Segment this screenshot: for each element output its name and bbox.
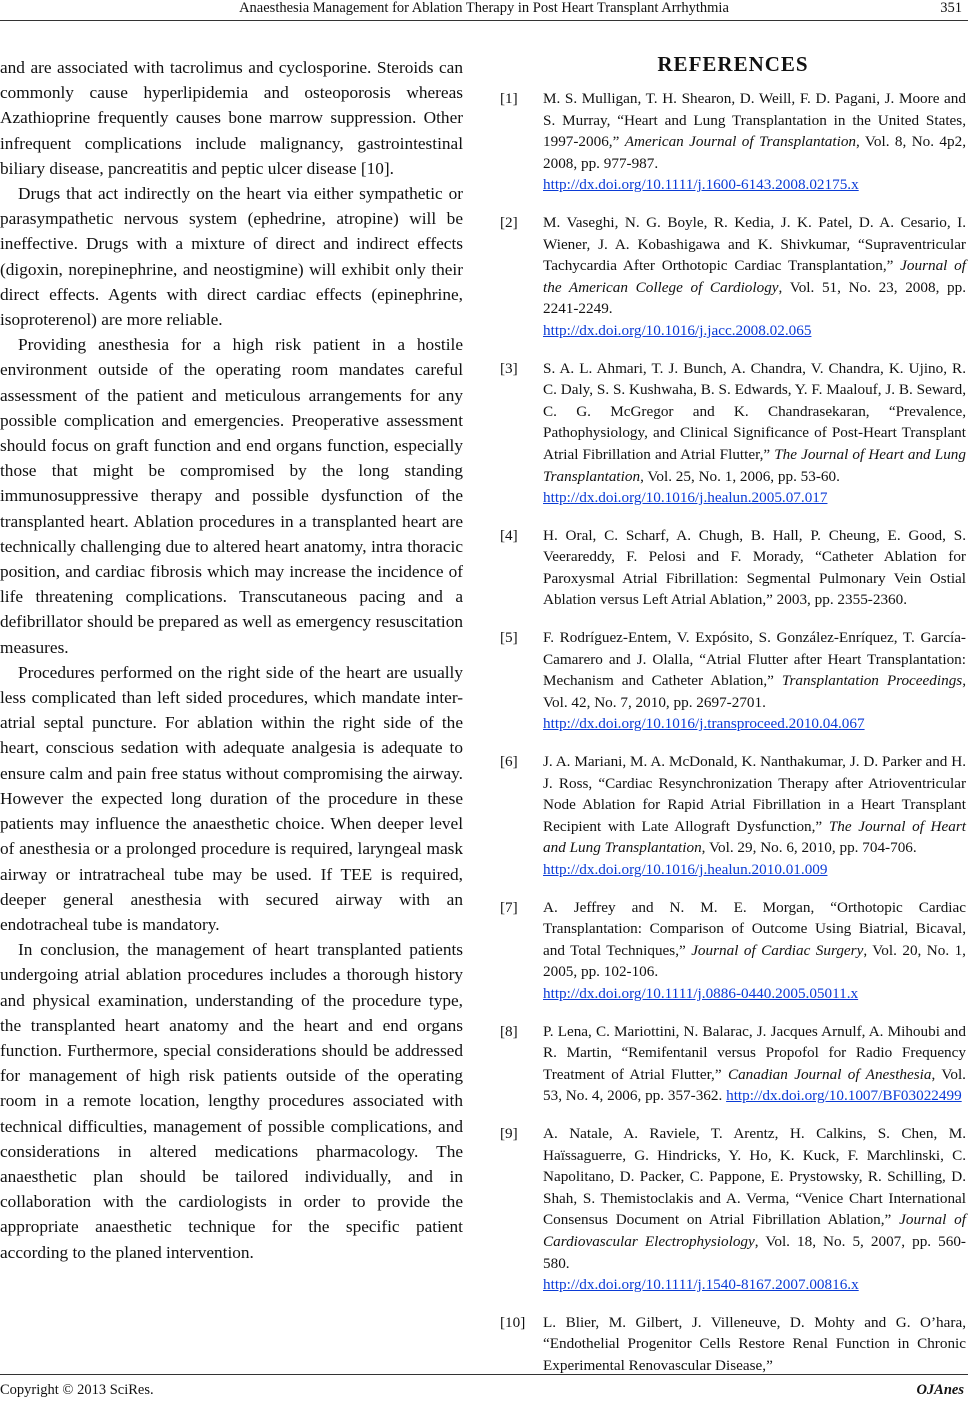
doi-link[interactable]: http://dx.doi.org/10.1007/BF03022499: [726, 1087, 962, 1105]
reference-body: [543, 1023, 966, 1105]
reference-item: [500, 212, 966, 342]
running-header: [0, 0, 968, 32]
doi-link[interactable]: http://dx.doi.org/10.1111/j.1600-6143.2008.02175.x: [543, 176, 859, 194]
reference-body: [543, 214, 966, 339]
body-paragraph: and are associated with tacrolimus and cyclosporine. Steroids can commonly cause hyperlipidemia and osteoporosis whereas Azathioprine frequently causes bone marrow suppression. Other infrequent complications include malignancy, gastrointestinal biliary disease, pancreatitis and peptic ulcer disease [10].: [0, 58, 463, 178]
reference-body: [543, 360, 966, 507]
reference-details: , Vol. 53, No. 4, 2006, pp. 357-362.: [543, 1065, 966, 1105]
reference-citation: M. Vaseghi, N. G. Boyle, R. Kedia, J. K. Patel, D. A. Cesario, I. Wiener, J. A. Kobashigawa and K. Shivkumar, “Supraventricular Tachycardia After Orthotopic Cardiac Transplantation,”: [543, 213, 966, 275]
reference-item: [500, 1021, 966, 1107]
body-text-column: [0, 55, 463, 1265]
reference-details: , Vol. 18, No. 5, 2007, pp. 560-580.: [543, 1232, 966, 1272]
reference-item: [500, 627, 966, 735]
reference-list: [500, 88, 966, 1376]
reference-details: , Vol. 51, No. 23, 2008, pp. 2241-2249.: [543, 278, 966, 318]
copyright-notice: Copyright © 2013 SciRes.: [0, 1382, 154, 1398]
reference-number: [8]: [500, 1022, 518, 1040]
footer-rule: [0, 1374, 968, 1375]
reference-number: [10]: [500, 1313, 526, 1331]
reference-body: [543, 1314, 966, 1374]
reference-citation: F. Rodríguez-Entem, V. Expósito, S. González-Enríquez, T. García-Camarero and J. Olalla, “Atrial Flutter after Heart Transplantation: Mechanism and Catheter Ablation,”: [543, 629, 966, 690]
reference-citation: A. Jeffrey and N. M. E. Morgan, “Orthotopic Cardiac Transplantation: Comparison of Outcome Using Biatrial, Bicaval, and Total Techniques,”: [543, 898, 966, 959]
reference-number: [7]: [500, 898, 518, 916]
reference-number: [2]: [500, 213, 518, 231]
reference-number: [1]: [500, 90, 518, 107]
reference-body: [543, 90, 966, 193]
references-column: [500, 50, 966, 1392]
reference-journal: Transplantation Proceedings: [781, 672, 963, 690]
reference-journal: The Journal of Heart and Lung Transplantation: [543, 817, 966, 857]
reference-details: , Vol. 8, No. 4p2, 2008, pp. 977-987.: [543, 133, 966, 172]
reference-number: [9]: [500, 1124, 518, 1142]
reference-journal: American Journal of Transplantation: [624, 133, 857, 151]
running-title: Anaesthesia Management for Ablation Therapy in Post Heart Transplant Arrhythmia: [239, 0, 729, 16]
reference-number: [3]: [500, 359, 518, 377]
body-paragraph: Procedures performed on the right side of the heart are usually less complicated than left sided procedures, which mandate inter-atrial septal puncture. For ablation within the right side of the heart, conscious sedation with adequate analgesia is adequate to ensure calm and pain free status without compromising the airway. However the expected long duration of the procedure in these patients may influence the anaesthetic choice. When deeper level of anesthesia or a prolonged procedure is required, laryngeal mask airway or intratracheal tube may be used. If TEE is required, deeper general anesthesia with secured airway with an endotracheal tube is mandatory.: [0, 662, 463, 934]
reference-details: , Vol. 29, No. 6, 2010, pp. 704-706.: [701, 839, 917, 857]
reference-citation: S. A. L. Ahmari, T. J. Bunch, A. Chandra, V. Chandra, K. Ujino, R. C. Daly, S. S. Kushwaha, B. S. Edwards, Y. F. Maalouf, J. B. Seward, C. G. McGregor and K. Chandrasekaran, “Prevalence, Pathophysiology, and Clinical Significance of Post-Heart Transplant Atrial Fibrillation and Atrial Flutter,”: [543, 359, 966, 463]
doi-link[interactable]: http://dx.doi.org/10.1111/j.0886-0440.2005.05011.x: [543, 984, 859, 1002]
reference-citation: H. Oral, C. Scharf, A. Chugh, B. Hall, P. Cheung, E. Good, S. Veerareddy, F. Pelosi and F. Morady, “Catheter Ablation for Paroxysmal Atrial Fibrillation: Segmental Pulmonary Vein Ostial Ablation versus Left Atrial Ablation,” 2003, pp. 2355-2360.: [543, 526, 966, 609]
reference-journal: Journal of Cardiac Surgery: [691, 941, 864, 959]
body-paragraph: Providing anesthesia for a high risk patient in a hostile environment outside of the operating room mandates careful assessment of the patient and meticulous arrangements for any possible complication and emergencies. Preoperative assessment should focus on graft function and end organs function, especially those that might be compromised by the long standing immunosuppressive therapy and possible dysfunction of the transplanted heart. Ablation procedures in a transplanted heart are technically challenging due to altered heart anatomy, intra thoracic position, and cardiac fibrosis which may increase the incidence of life threatening complications. Transcutaneous pacing and a defibrillator should be prepared as well as emergency resuscitation measures.: [0, 335, 463, 657]
reference-details: , Vol. 25, No. 1, 2006, pp. 53-60.: [640, 467, 840, 485]
body-paragraph: In conclusion, the management of heart transplanted patients undergoing atrial ablation procedures includes a thorough history and physical examination, understanding of the procedure type, the transplanted heart anatomy and the heart and end organs function. Furthermore, special considerations should be addressed for management of high risk patients outside of the operating room in a remote location, lengthy procedures associated with technical difficulties, management of possible complications, and considerations in altered medications pharmacology. The anaesthetic plan should be tailored individually, and in collaboration with the cardiologists in order to provide the appropriate anaesthetic technique for the specific patient according to the planed intervention.: [0, 940, 463, 1262]
reference-journal: Journal of Cardiovascular Electrophysiology: [543, 1211, 966, 1250]
reference-number: [6]: [500, 753, 518, 771]
reference-number: [4]: [500, 526, 518, 544]
reference-citation: A. Natale, A. Raviele, T. Arentz, H. Calkins, S. Chen, M. Haïssaguerre, G. Hindricks, Y. Ho, K. Kuck, F. Marchlinski, C. Napolitano, D. Packer, C. Pappone, E. Prystowsky, R. Schilling, D. Shah, S. Themistoclakis and A. Verma, “Venice Chart International Consensus Document on Atrial Fibrillation Ablation,”: [543, 1124, 966, 1229]
reference-body: [543, 1125, 966, 1293]
body-paragraph: Drugs that act indirectly on the heart via either sympathetic or parasympathetic nervous system (ephedrine, atropine) will be ineffective. Drugs with a mixture of direct and indirect effects (digoxin, norepinephrine, and neostigmine) will exhibit only their direct effects. Agents with direct cardiac effects (epinephrine, isoproterenol) are more reliable.: [0, 184, 463, 330]
reference-number: [5]: [500, 629, 518, 647]
journal-abbreviation: OJAnes: [916, 1382, 964, 1398]
reference-body: [543, 629, 966, 732]
reference-body: [543, 899, 966, 1002]
reference-item: [500, 88, 966, 196]
references-heading: REFERENCES: [657, 52, 809, 76]
reference-details: , Vol. 42, No. 7, 2010, pp. 2697-2701.: [543, 672, 966, 711]
reference-body: [543, 527, 966, 609]
reference-citation: P. Lena, C. Mariottini, N. Balarac, J. Jacques Arnulf, A. Mihoubi and R. Martin, “Remifentanil versus Propofol for Radio Frequency Treatment of Atrial Flutter,”: [543, 1022, 966, 1083]
reference-journal: Canadian Journal of Anesthesia: [727, 1065, 932, 1083]
doi-link[interactable]: http://dx.doi.org/10.1111/j.1540-8167.2007.00816.x: [543, 1276, 859, 1294]
reference-item: [500, 1312, 966, 1377]
doi-link[interactable]: http://dx.doi.org/10.1016/j.jacc.2008.02.065: [543, 321, 812, 339]
doi-link[interactable]: http://dx.doi.org/10.1016/j.healun.2005.07.017: [543, 489, 828, 507]
reference-citation: M. S. Mulligan, T. H. Shearon, D. Weill, F. D. Pagani, J. Moore and S. Murray, “Heart and Lung Transplantation in the United States, 1997-2006,”: [543, 90, 966, 151]
doi-link[interactable]: http://dx.doi.org/10.1016/j.transproceed.2010.04.067: [543, 715, 865, 733]
reference-item: [500, 358, 966, 509]
header-rule: [0, 20, 968, 21]
reference-body: [543, 753, 966, 878]
reference-item: [500, 751, 966, 881]
reference-item: [500, 897, 966, 1005]
reference-details: , Vol. 20, No. 1, 2005, pp. 102-106.: [543, 941, 966, 981]
reference-item: [500, 1123, 966, 1296]
reference-citation: L. Blier, M. Gilbert, J. Villeneuve, D. Mohty and G. O’hara, “Endothelial Progenitor Cells Restore Renal Function in Chronic Experimental Renovascular Disease,”: [543, 1313, 966, 1374]
reference-journal: The Journal of Heart and Lung Transplantation: [543, 445, 966, 485]
doi-link[interactable]: http://dx.doi.org/10.1016/j.healun.2010.01.009: [543, 861, 828, 878]
reference-item: [500, 525, 966, 611]
reference-journal: Journal of the American College of Cardiology: [543, 257, 966, 296]
reference-citation: J. A. Mariani, M. A. McDonald, K. Nanthakumar, J. D. Parker and H. J. Ross, “Cardiac Resynchronization Therapy after Atrioventricular Node Ablation for Rapid Atrial Fibrillation in a Heart Transplant Recipient with Late Allograft Dysfunction,”: [543, 753, 966, 835]
page-number: 351: [940, 0, 962, 16]
